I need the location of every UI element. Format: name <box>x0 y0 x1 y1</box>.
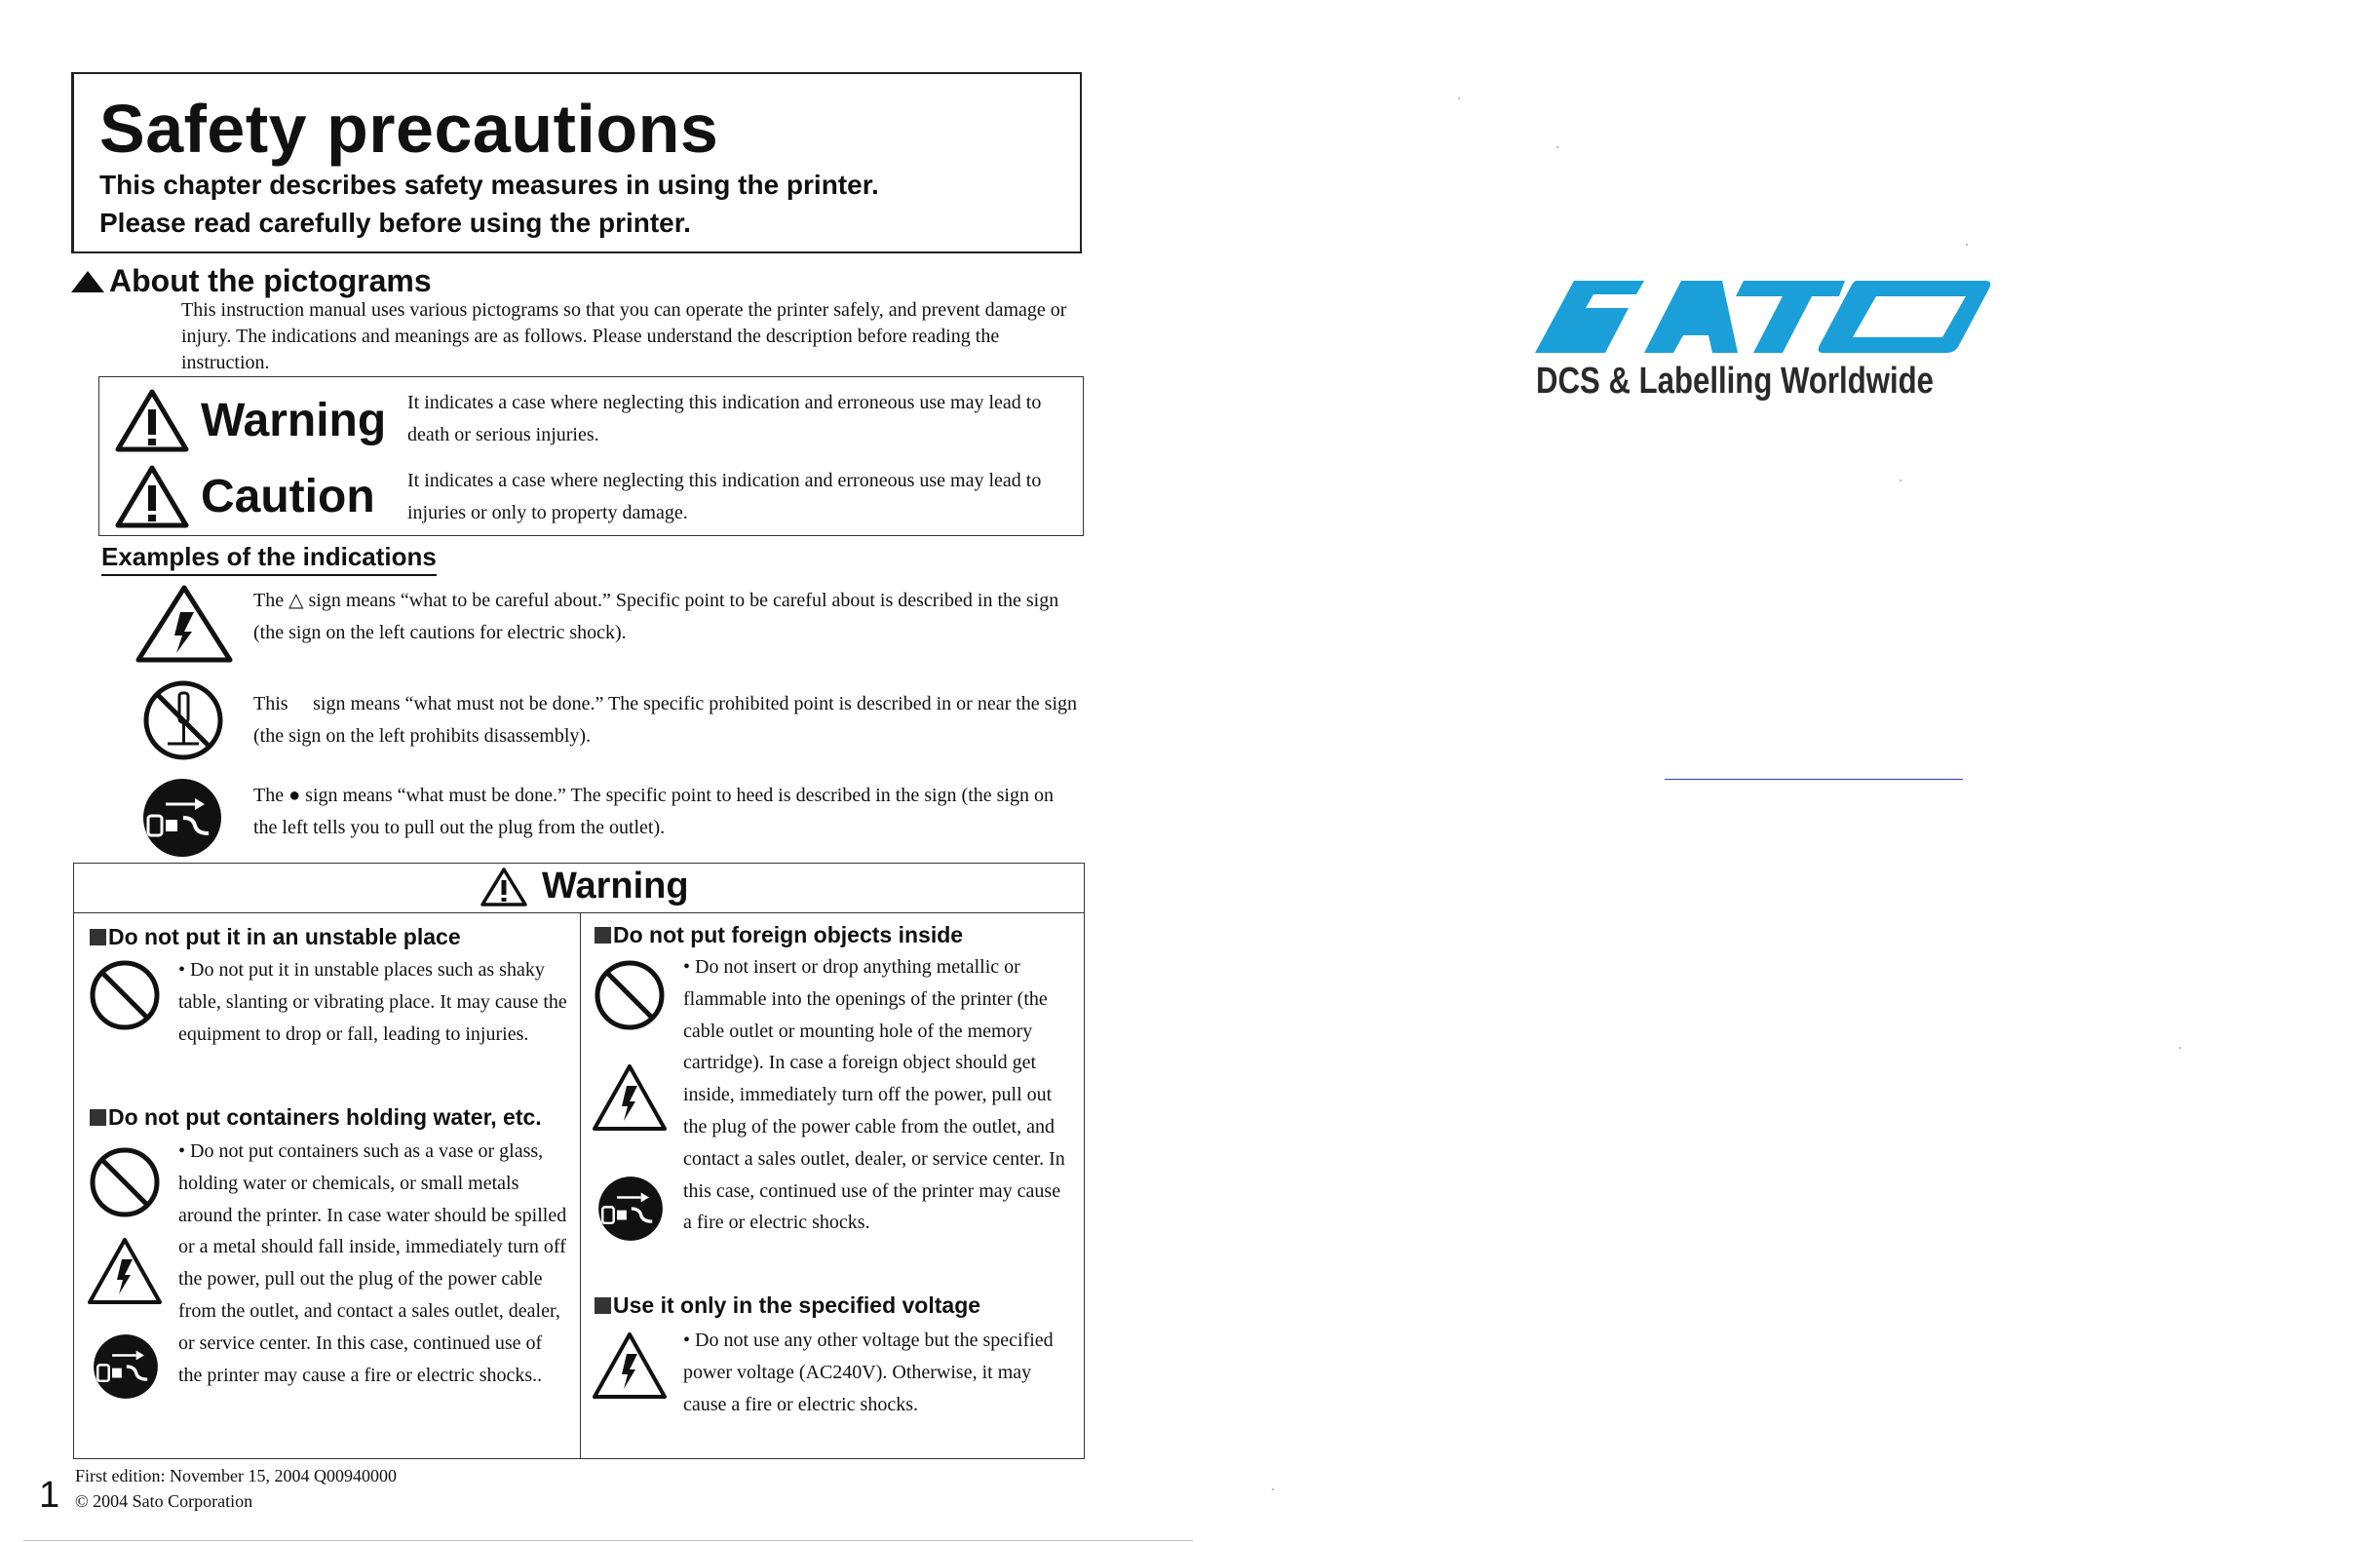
blue-underline <box>1665 779 1963 780</box>
section-heading-foreign-objects: Do not put foreign objects inside <box>595 922 963 948</box>
unplug-icon <box>595 1173 667 1245</box>
scan-speck <box>1458 97 1460 99</box>
about-heading <box>70 263 432 299</box>
warning-definition-text: It indicates a case where neglecting this indication and erroneous use may lead to death or serious injuries. <box>407 392 1042 445</box>
electric-shock-icon <box>591 1062 669 1133</box>
electric-shock-icon <box>591 1330 669 1401</box>
scan-speck <box>1900 480 1901 482</box>
electric-shock-icon <box>86 1236 164 1306</box>
warning-triangle-icon <box>480 867 528 907</box>
example-text-2: This ⃠ sign means “what must not be done.” The specific prohibited point is described in or near the sign (the sign on the left prohibits disassembly). <box>253 693 1077 747</box>
example-text-1: The △ sign means “what to be careful about.” Specific point to be careful about is described in the sign (the sign on the left cautions for electric shock). <box>253 590 1059 643</box>
subtitle-line-1: This chapter describes safety measures in using the printer. <box>99 170 879 200</box>
scan-speck <box>2179 1047 2181 1049</box>
square-bullet-icon <box>595 1297 611 1314</box>
examples-heading: Examples of the indications <box>101 542 437 576</box>
tagline: DCS & Labelling Worldwide <box>1536 361 1934 402</box>
sato-logo <box>1535 279 1993 355</box>
title-box <box>71 72 1082 253</box>
square-bullet-icon <box>90 1109 106 1126</box>
unplug-icon <box>138 777 226 859</box>
prohibition-icon <box>90 960 160 1030</box>
no-disassembly-icon <box>138 679 228 761</box>
scan-speck <box>1966 244 1968 246</box>
caution-triangle-icon <box>115 464 189 528</box>
edition-line: First edition: November 15, 2004 Q00940000 <box>75 1466 397 1485</box>
caution-definition-text: It indicates a case where neglecting this indication and erroneous use may lead to injuries or only to property damage. <box>407 470 1042 523</box>
warning-definition-label: Warning <box>115 388 386 452</box>
warning-box-title: Warning <box>480 866 689 907</box>
section-body-unstable: • Do not put it in unstable places such as shaky table, slanting or vibrating place. It may cause the equipment to drop or fall, leading to injuries. <box>178 959 567 1045</box>
section-body-voltage: • Do not use any other voltage but the specified power voltage (AC240V). Otherwise, it may cause a fire or electric shocks. <box>683 1330 1054 1415</box>
example-text-3: The ● sign means “what must be done.” The specific point to heed is described in the sign (the sign on the left tells you to pull out the plug from the outlet). <box>253 785 1054 838</box>
warning-box-header-line <box>73 912 1085 913</box>
electric-shock-icon <box>134 583 235 665</box>
scan-speck <box>1556 146 1558 148</box>
warning-box-divider <box>580 912 581 1459</box>
section-body-containers: • Do not put containers such as a vase or glass, holding water or chemicals, or small metals around the printer. In case water should be spilled or a metal should fall inside, immediately turn off the power, pull out the plug of the power cable from the outlet, and contact a sales outlet, dealer, or service center. In this case, continued use of the printer may cause a fire or electric shocks.. <box>178 1140 567 1386</box>
section-body-foreign-objects: • Do not insert or drop anything metallic or flammable into the openings of the printer (the cable outlet or mounting hole of the memory cartridge). In case a foreign object should get inside, immediately turn off the power, pull out the plug of the power cable from the outlet, and contact a sales outlet, dealer, or service center. In this case, continued use of the printer may cause a fire or electric shocks. <box>683 956 1065 1234</box>
scan-speck <box>1272 1488 1274 1490</box>
triangle-bullet-icon <box>70 270 105 293</box>
about-paragraph: This instruction manual uses various pictograms so that you can operate the printer safely, and prevent damage or injury. The indications and meanings are as follows. Please understand the description before reading the instruction. <box>181 299 1067 373</box>
square-bullet-icon <box>90 929 106 945</box>
section-heading-unstable: Do not put it in an unstable place <box>90 924 461 950</box>
prohibition-icon <box>595 960 665 1030</box>
square-bullet-icon <box>595 927 611 944</box>
page-title: Safety precautions <box>99 91 719 167</box>
caution-definition-label: Caution <box>115 464 375 528</box>
about-heading-text: About the pictograms <box>109 263 432 298</box>
warning-triangle-icon <box>115 388 189 452</box>
unplug-icon <box>90 1330 162 1403</box>
page-number: 1 <box>39 1475 60 1516</box>
prohibition-icon <box>90 1147 160 1217</box>
subtitle-line-2: Please read carefully before using the printer. <box>99 208 691 238</box>
bottom-rule <box>23 1540 1193 1541</box>
copyright-line: © 2004 Sato Corporation <box>75 1491 253 1511</box>
section-heading-containers: Do not put containers holding water, etc. <box>90 1104 542 1131</box>
section-heading-voltage: Use it only in the specified voltage <box>595 1292 980 1319</box>
